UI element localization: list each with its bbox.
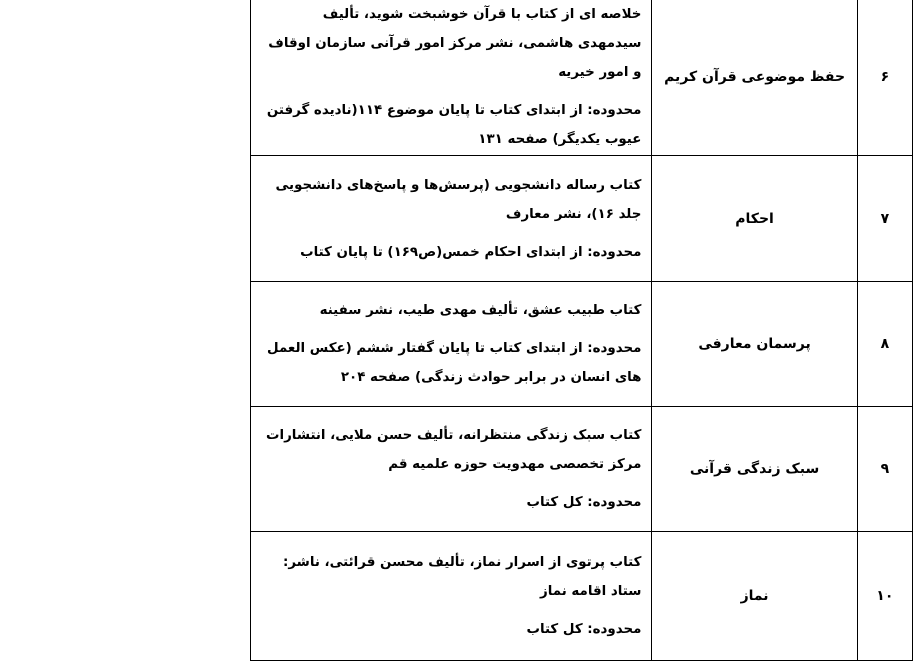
range-text: محدوده: از ابتدای احکام خمس(ص۱۶۹) تا پایان کتاب bbox=[300, 244, 642, 260]
row-number: ۷ bbox=[857, 156, 912, 282]
subject-cell: سبک زندگی قرآنی bbox=[652, 407, 857, 532]
source-cell bbox=[251, 0, 652, 156]
range-text: محدوده: کل کتاب bbox=[526, 622, 642, 637]
row-number: ۸ bbox=[857, 282, 912, 407]
range-text: محدوده: از ابتدای کتاب تا پایان موضوع ۱۱۴(نادیده گرفتن عیوب یکدیگر) صفحه ۱۳۱ bbox=[266, 102, 642, 147]
table-row bbox=[251, 0, 913, 156]
source-text: کتاب سبک زندگی منتظرانه، تألیف حسن ملایی، انتشارات مرکز تخصصی مهدویت حوزه علمیه قم bbox=[266, 428, 642, 472]
range-text: محدوده: کل کتاب bbox=[526, 495, 642, 510]
source-cell bbox=[251, 532, 652, 661]
table-row bbox=[251, 407, 913, 532]
source-text: کتاب طبیب عشق، تألیف مهدی طیب، نشر سفینه bbox=[319, 303, 642, 318]
source-cell bbox=[251, 156, 652, 282]
subject-cell: نماز bbox=[652, 532, 857, 661]
source-text: کتاب پرتوی از اسرار نماز، تألیف محسن قرائتی، ناشر: ستاد اقامه نماز bbox=[282, 555, 642, 599]
subject-cell: پرسمان معارفی bbox=[652, 282, 857, 407]
table-row bbox=[251, 156, 913, 282]
subject-cell: حفظ موضوعی قرآن کریم bbox=[652, 0, 857, 156]
source-cell bbox=[251, 407, 652, 532]
row-number: ۱۰ bbox=[857, 532, 912, 661]
source-text: کتاب رساله دانشجویی (پرسش‌ها و پاسخ‌های دانشجویی جلد ۱۶)، نشر معارف bbox=[275, 177, 642, 222]
course-table bbox=[250, 0, 913, 661]
table-row bbox=[251, 282, 913, 407]
row-number: ۶ bbox=[857, 0, 912, 156]
source-text: خلاصه ای از کتاب با قرآن خوشبخت شوید، تألیف سیدمهدی هاشمی، نشر مرکز امور قرآنی سازمان اوقاف و امور خیریه bbox=[268, 6, 642, 80]
row-number: ۹ bbox=[857, 407, 912, 532]
table-row bbox=[251, 532, 913, 661]
range-text: محدوده: از ابتدای کتاب تا پایان گفتار ششم (عکس العمل های انسان در برابر حوادث زندگی) صفحه ۲۰۴ bbox=[267, 341, 642, 385]
subject-cell: احکام bbox=[652, 156, 857, 282]
source-cell bbox=[251, 282, 652, 407]
